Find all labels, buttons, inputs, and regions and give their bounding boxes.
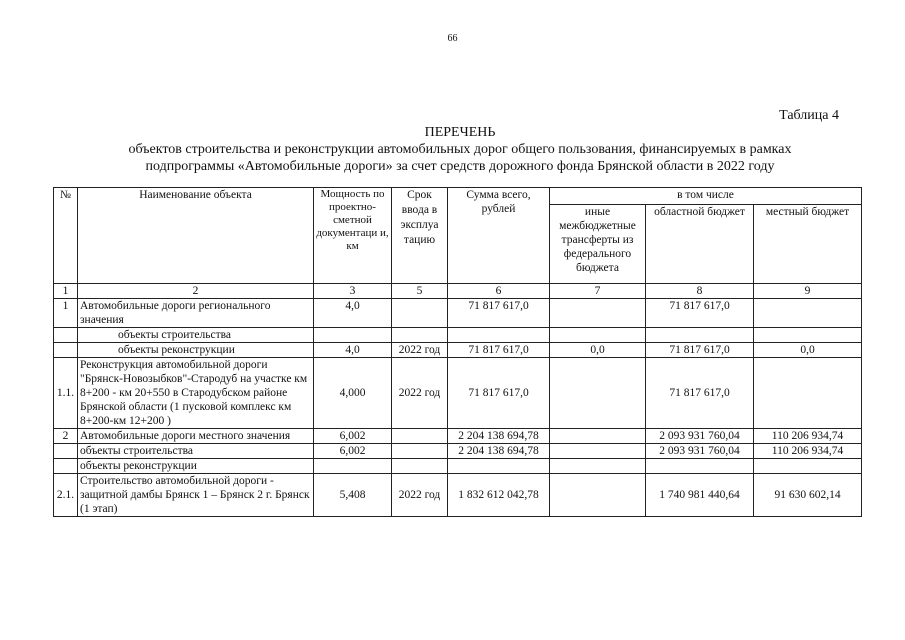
row-inter bbox=[550, 299, 646, 328]
table-label: Таблица 4 bbox=[779, 108, 839, 123]
table-row bbox=[54, 358, 862, 429]
table-row bbox=[54, 459, 862, 474]
header-total: Сумма всего, рублей bbox=[448, 188, 550, 284]
header-term: Срок ввода в эксплуа тацию bbox=[392, 188, 448, 284]
row-local: 110 206 934,74 bbox=[754, 444, 862, 459]
row-name: Автомобильные дороги регионального значения bbox=[78, 299, 314, 328]
row-local: 91 630 602,14 bbox=[754, 474, 862, 517]
col-number: 1 bbox=[54, 284, 78, 299]
row-inter bbox=[550, 429, 646, 444]
table-row bbox=[54, 299, 862, 328]
header-num: № bbox=[54, 188, 78, 284]
title-line-1: ПЕРЕЧЕНЬ bbox=[424, 125, 496, 140]
row-num: 1.1. bbox=[54, 358, 78, 429]
header-row-1 bbox=[54, 188, 862, 205]
row-total: 71 817 617,0 bbox=[448, 343, 550, 358]
header-regional: областной бюджет bbox=[646, 205, 754, 284]
row-capacity: 6,002 bbox=[314, 444, 392, 459]
header-local: местный бюджет bbox=[754, 205, 862, 284]
row-inter bbox=[550, 474, 646, 517]
row-capacity: 4,000 bbox=[314, 358, 392, 429]
page-number: 66 bbox=[447, 33, 458, 44]
header-capacity: Мощность по проектно-сметной документаци и, км bbox=[314, 188, 392, 284]
row-regional: 71 817 617,0 bbox=[646, 343, 754, 358]
row-name: Строительство автомобильной дороги - защитной дамбы Брянск 1 – Брянск 2 г. Брянск (1 этап) bbox=[78, 474, 314, 517]
row-local: 110 206 934,74 bbox=[754, 429, 862, 444]
row-regional: 2 093 931 760,04 bbox=[646, 429, 754, 444]
row-total: 71 817 617,0 bbox=[448, 358, 550, 429]
row-total: 2 204 138 694,78 bbox=[448, 429, 550, 444]
row-local: 0,0 bbox=[754, 343, 862, 358]
row-capacity: 6,002 bbox=[314, 429, 392, 444]
col-number: 8 bbox=[646, 284, 754, 299]
table-row bbox=[54, 474, 862, 517]
row-capacity: 5,408 bbox=[314, 474, 392, 517]
title-line-3: подпрограммы «Автомобильные дороги» за счет средств дорожного фонда Брянской области в 2022 году bbox=[145, 159, 775, 174]
col-number: 9 bbox=[754, 284, 862, 299]
row-total: 2 204 138 694,78 bbox=[448, 444, 550, 459]
col-number: 6 bbox=[448, 284, 550, 299]
row-name: объекты строительства bbox=[78, 328, 314, 343]
row-term: 2022 год bbox=[392, 474, 448, 517]
col-number: 2 bbox=[78, 284, 314, 299]
row-regional: 2 093 931 760,04 bbox=[646, 444, 754, 459]
row-num: 1 bbox=[54, 299, 78, 328]
row-num: 2.1. bbox=[54, 474, 78, 517]
table-row bbox=[54, 328, 862, 343]
row-total: 1 832 612 042,78 bbox=[448, 474, 550, 517]
row-regional: 71 817 617,0 bbox=[646, 358, 754, 429]
col-number: 5 bbox=[392, 284, 448, 299]
row-num: 2 bbox=[54, 429, 78, 444]
row-regional: 71 817 617,0 bbox=[646, 299, 754, 328]
header-including: в том числе bbox=[550, 188, 862, 205]
row-regional: 1 740 981 440,64 bbox=[646, 474, 754, 517]
title-line-2: объектов строительства и реконструкции автомобильных дорог общего пользования, финансируемых в рамках bbox=[128, 142, 792, 157]
row-name: объекты реконструкции bbox=[78, 459, 314, 474]
row-term: 2022 год bbox=[392, 343, 448, 358]
row-name: Реконструкция автомобильной дороги "Брянск-Новозыбков"-Стародуб на участке км 8+200 - км 20+550 в Стародубском районе Брянской области (1 пусковой комплекс км 8+200-км 12+200 ) bbox=[78, 358, 314, 429]
row-name: объекты реконструкции bbox=[78, 343, 314, 358]
header-inter: иные межбюджетные трансферты из федерального бюджета bbox=[550, 205, 646, 284]
row-local bbox=[754, 299, 862, 328]
table-row bbox=[54, 343, 862, 358]
row-inter: 0,0 bbox=[550, 343, 646, 358]
row-inter bbox=[550, 358, 646, 429]
row-term bbox=[392, 299, 448, 328]
row-name: объекты строительства bbox=[78, 444, 314, 459]
col-number: 7 bbox=[550, 284, 646, 299]
column-numbers-row bbox=[54, 284, 862, 299]
table-row bbox=[54, 444, 862, 459]
col-number: 3 bbox=[314, 284, 392, 299]
row-term: 2022 год bbox=[392, 358, 448, 429]
table-row bbox=[54, 429, 862, 444]
row-term bbox=[392, 429, 448, 444]
row-local bbox=[754, 358, 862, 429]
row-name: Автомобильные дороги местного значения bbox=[78, 429, 314, 444]
objects-table bbox=[53, 187, 862, 517]
header-name: Наименование объекта bbox=[78, 188, 314, 284]
row-capacity: 4,0 bbox=[314, 343, 392, 358]
row-capacity: 4,0 bbox=[314, 299, 392, 328]
row-total: 71 817 617,0 bbox=[448, 299, 550, 328]
document-title bbox=[40, 124, 880, 175]
